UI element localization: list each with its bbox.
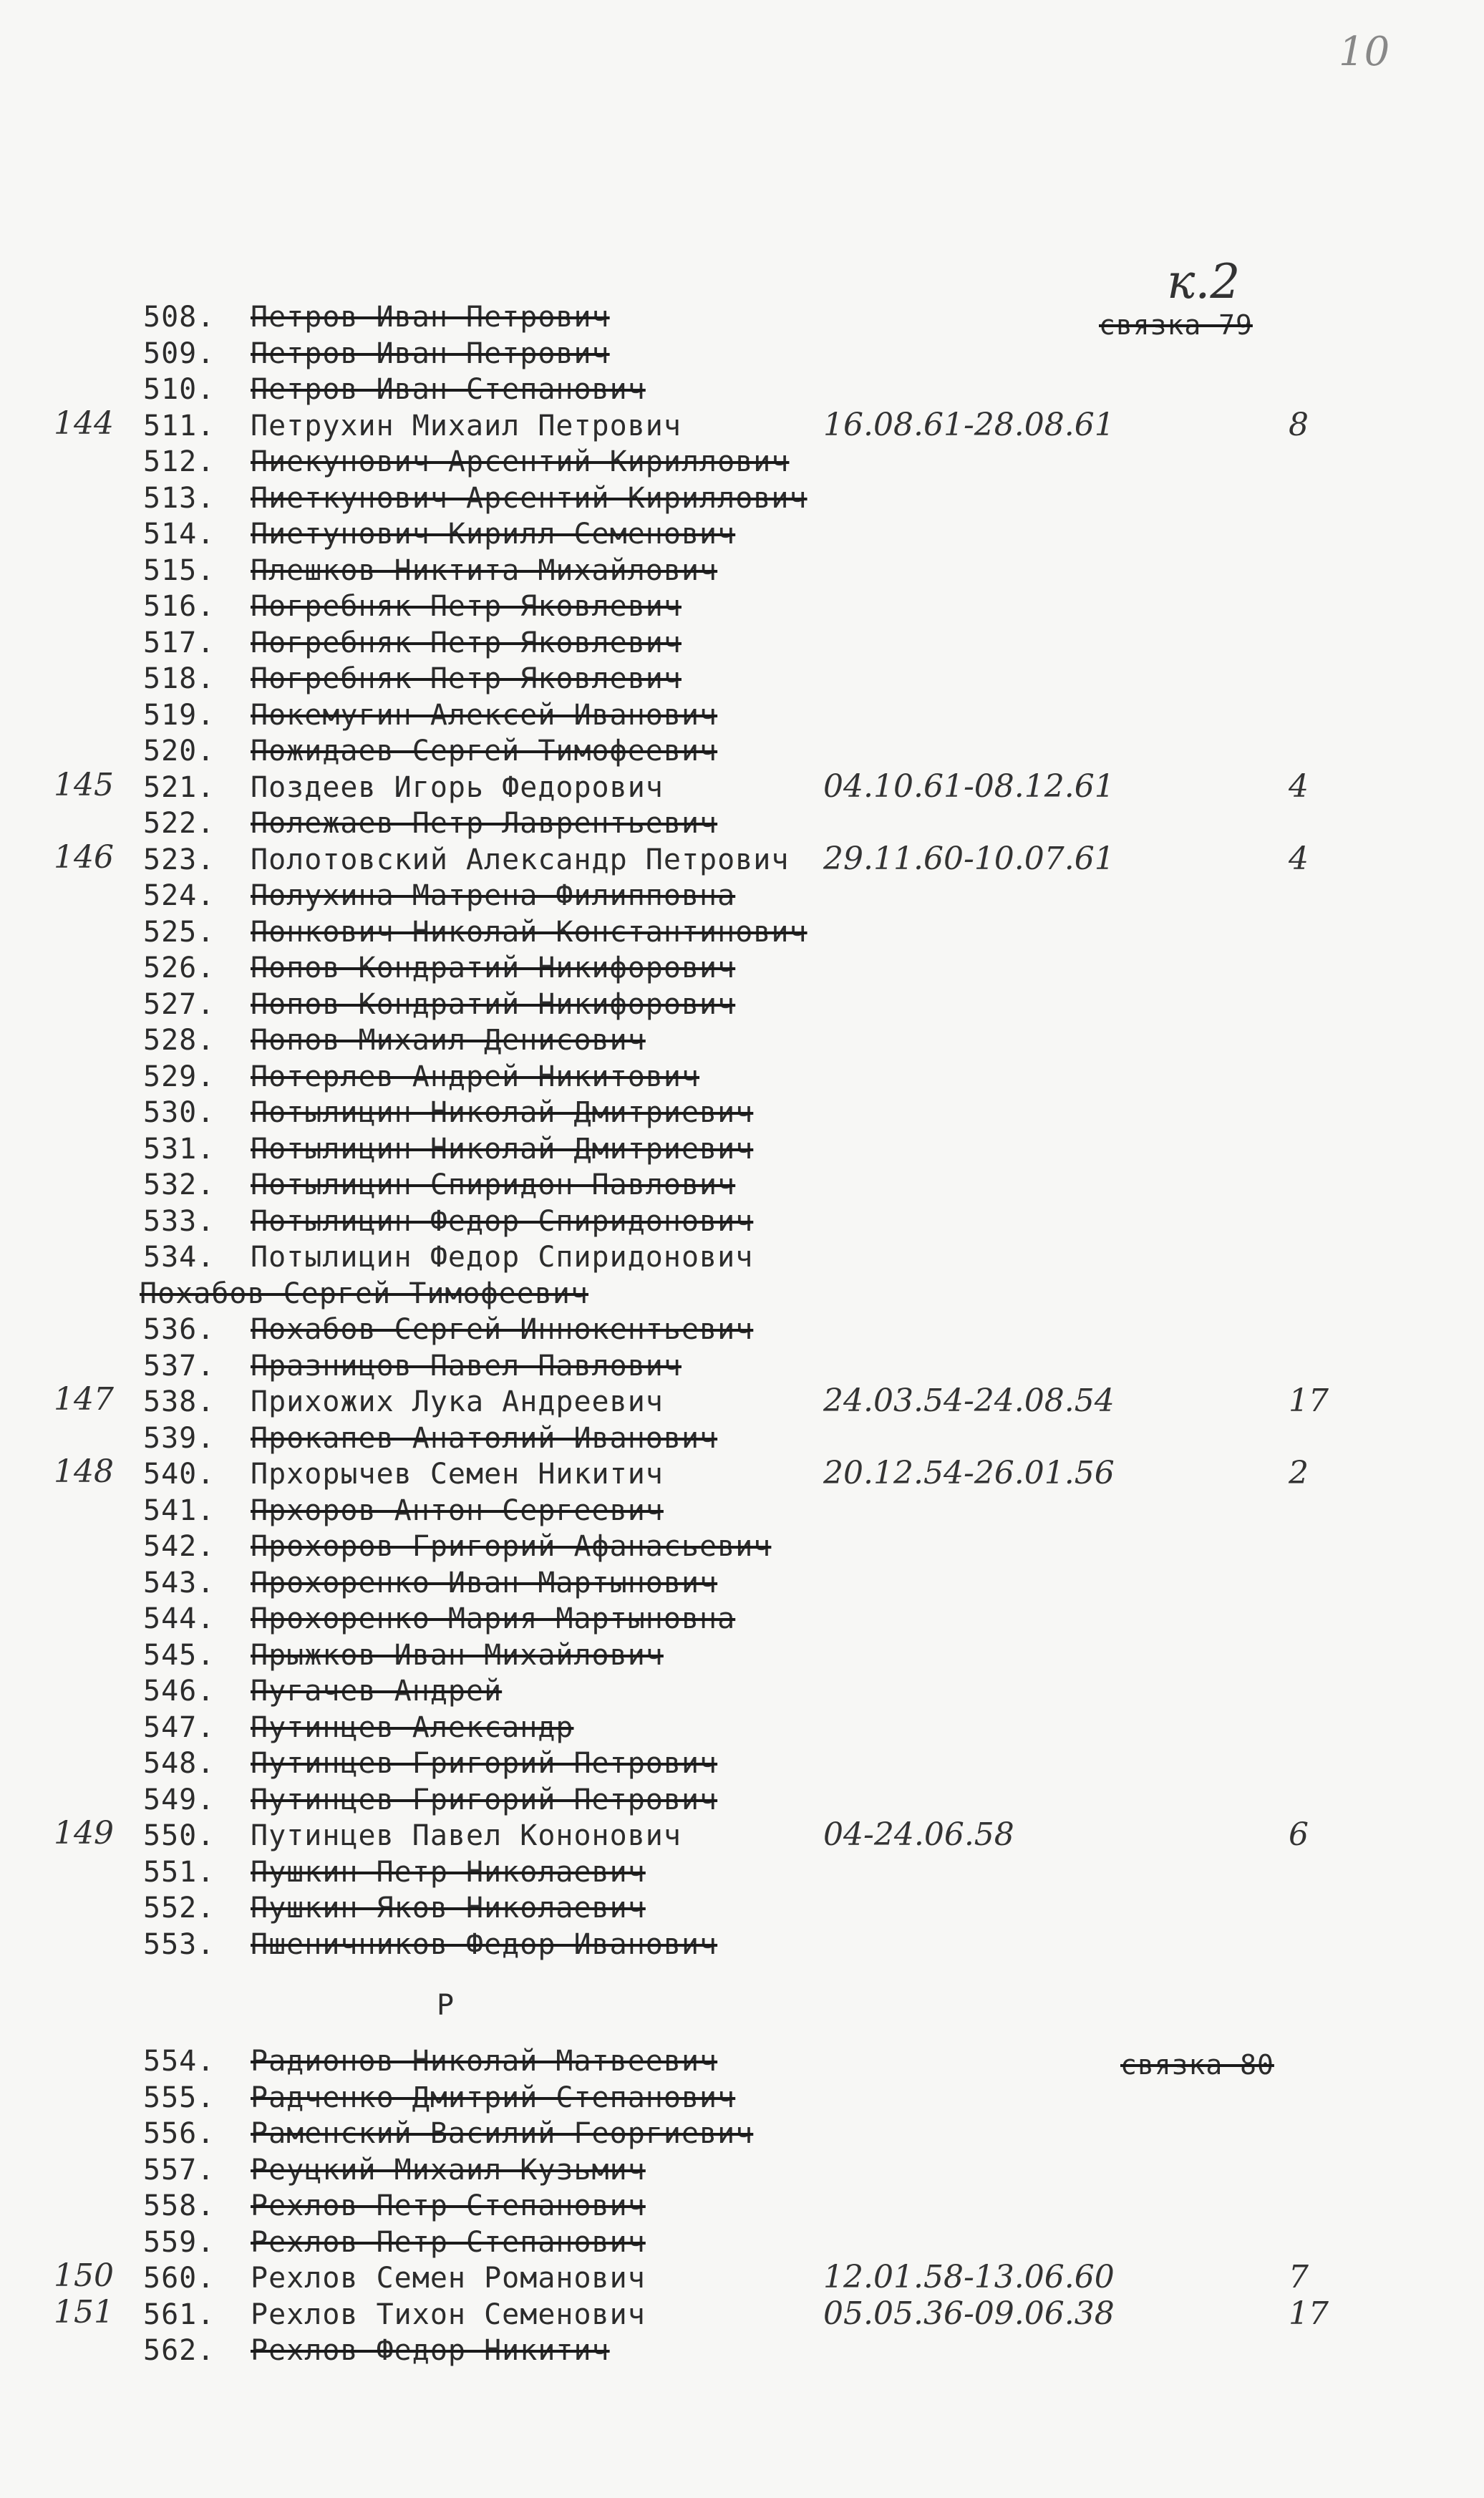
entry-row bbox=[143, 2117, 753, 2150]
entry-name: Радченко Дмитрий Степанович bbox=[251, 2081, 736, 2114]
entry-name: Пушкин Петр Николаевич bbox=[251, 1855, 646, 1889]
entry-row bbox=[143, 410, 682, 442]
entry-number: 516. bbox=[143, 590, 215, 623]
entry-number: 512. bbox=[143, 445, 215, 478]
sheet-count: 6 bbox=[1289, 1816, 1309, 1853]
entry-name: Прхоров Антон Сергеевич bbox=[251, 1494, 664, 1527]
entry-row bbox=[143, 2154, 646, 2187]
entry-number: 543. bbox=[143, 1566, 215, 1599]
bundle-label-80: связка 80 bbox=[1120, 2049, 1274, 2081]
entry-number: 521. bbox=[143, 770, 215, 804]
entry-number: 544. bbox=[143, 1602, 215, 1635]
entry-name: Прихожих Лука Андреевич bbox=[251, 1385, 664, 1418]
entry-name: Потерлев Андрей Никитович bbox=[251, 1060, 700, 1093]
entry-number: 533. bbox=[143, 1204, 215, 1238]
entry-name: Путинцев Александр bbox=[251, 1710, 574, 1744]
entry-number: 522. bbox=[143, 807, 215, 840]
date-range: 16.08.61-28.08.61 bbox=[823, 406, 1115, 443]
entry-row bbox=[143, 2334, 610, 2367]
entry-row bbox=[143, 807, 717, 840]
entry-name: Похабов Сергей Тимофеевич bbox=[140, 1277, 589, 1310]
entry-name: Раменский Василий Георгиевич bbox=[251, 2117, 754, 2150]
entry-number: 524. bbox=[143, 879, 215, 912]
entry-name: Погребняк Петр Яковлевич bbox=[251, 590, 682, 623]
entry-name: Прокапев Анатолий Иванович bbox=[251, 1421, 718, 1455]
entry-number: 556. bbox=[143, 2117, 215, 2150]
entry-name: Попов Кондратий Никифорович bbox=[251, 952, 736, 984]
date-range: 20.12.54-26.01.56 bbox=[823, 1455, 1115, 1491]
entry-name: Погребняк Петр Яковлевич bbox=[251, 662, 682, 695]
entry-name: Потылицин Федор Спиридонович bbox=[251, 1241, 754, 1274]
entry-row bbox=[143, 1205, 753, 1238]
entry-name: Празницов Павел Павлович bbox=[251, 1349, 682, 1383]
entry-name: Прыжков Иван Михайлович bbox=[251, 1638, 664, 1672]
entry-number: 526. bbox=[143, 952, 215, 984]
entry-name: Рехлов Тихон Семенович bbox=[251, 2298, 646, 2331]
entry-name: Рехлов Федор Никитич bbox=[251, 2334, 610, 2367]
entry-row bbox=[143, 952, 735, 984]
entry-row bbox=[143, 1675, 502, 1708]
entry-number: 527. bbox=[143, 987, 215, 1021]
sheet-count: 4 bbox=[1289, 840, 1309, 877]
entry-row bbox=[143, 1567, 717, 1599]
entry-number: 554. bbox=[143, 2045, 215, 2078]
entry-number: 513. bbox=[143, 481, 215, 515]
entry-number: 532. bbox=[143, 1168, 215, 1201]
entry-row bbox=[143, 518, 735, 551]
entry-number: 539. bbox=[143, 1421, 215, 1455]
entry-name: Путинцев Павел Кононович bbox=[251, 1819, 682, 1852]
bundle-label-79: связка 79 bbox=[1099, 309, 1253, 341]
entry-name: Полежаев Петр Лаврентьевич bbox=[251, 807, 718, 840]
entry-number: 549. bbox=[143, 1783, 215, 1816]
entry-number: 541. bbox=[143, 1494, 215, 1527]
entry-row bbox=[143, 1024, 646, 1057]
entry-row bbox=[140, 1277, 588, 1310]
entry-number: 515. bbox=[143, 553, 215, 587]
entry-name: Петров Иван Степанович bbox=[251, 373, 646, 406]
entry-number: 510. bbox=[143, 373, 215, 406]
entry-row bbox=[143, 879, 735, 912]
entry-number: 559. bbox=[143, 2225, 215, 2259]
entry-number: 509. bbox=[143, 337, 215, 370]
entry-number: 545. bbox=[143, 1638, 215, 1672]
case-mark: 147 bbox=[54, 1381, 114, 1418]
entry-row bbox=[143, 554, 717, 587]
entry-number: 557. bbox=[143, 2153, 215, 2187]
case-mark: 149 bbox=[54, 1815, 114, 1851]
entry-number: 523. bbox=[143, 843, 215, 876]
entry-name: Пугачев Андрей bbox=[251, 1675, 503, 1708]
entry-name: Полухина Матрена Филипповна bbox=[251, 879, 736, 912]
entry-number: 542. bbox=[143, 1530, 215, 1563]
entry-number: 536. bbox=[143, 1313, 215, 1346]
entry-number: 520. bbox=[143, 735, 215, 768]
entry-row bbox=[143, 1602, 735, 1635]
entry-name: Потылицин Николай Дмитриевич bbox=[251, 1096, 754, 1129]
corner-page-number: 10 bbox=[1339, 29, 1390, 75]
sheet-count: 4 bbox=[1289, 768, 1309, 805]
entry-name: Путинцев Григорий Петрович bbox=[251, 1783, 718, 1816]
entry-name: Петрухин Михаил Петрович bbox=[251, 409, 682, 442]
entry-number: 562. bbox=[143, 2334, 215, 2367]
entry-name: Пиеткунович Арсентий Кириллович bbox=[251, 481, 808, 515]
entry-name: Реуцкий Михаил Кузьмич bbox=[251, 2153, 646, 2187]
entry-row bbox=[143, 1856, 646, 1889]
entry-name: Пиетунович Кирилл Семенович bbox=[251, 518, 736, 551]
sheet-count: 17 bbox=[1289, 1383, 1329, 1419]
entry-row bbox=[143, 301, 610, 334]
entry-name: Потылицин Николай Дмитриевич bbox=[251, 1132, 754, 1166]
case-mark: 144 bbox=[54, 405, 114, 442]
entry-name: Прохоренко Иван Мартынович bbox=[251, 1566, 718, 1599]
entry-name: Потылицин Спиридон Павлович bbox=[251, 1168, 736, 1201]
entry-number: 517. bbox=[143, 626, 215, 659]
entry-name: Покемугин Алексей Иванович bbox=[251, 698, 718, 732]
entry-row bbox=[143, 2081, 735, 2114]
entry-name: Прохоренко Мария Мартыновна bbox=[251, 1602, 736, 1635]
entry-name: Пожидаев Сергей Тимофеевич bbox=[251, 735, 718, 768]
entry-row bbox=[143, 662, 682, 695]
entry-number: 508. bbox=[143, 301, 215, 334]
entry-row bbox=[143, 1350, 682, 1383]
date-range: 12.01.58-13.06.60 bbox=[823, 2259, 1115, 2295]
entry-row bbox=[143, 1096, 753, 1129]
entry-name: Радионов Николай Матвеевич bbox=[251, 2045, 718, 2078]
entry-name: Рехлов Петр Степанович bbox=[251, 2189, 646, 2222]
sheet-count: 7 bbox=[1289, 2259, 1309, 2295]
entry-name: Попов Кондратий Никифорович bbox=[251, 987, 736, 1021]
entry-number: 561. bbox=[143, 2298, 215, 2331]
entry-row bbox=[143, 1458, 664, 1491]
entry-number: 525. bbox=[143, 915, 215, 949]
entry-number: 540. bbox=[143, 1458, 215, 1491]
entry-number: 548. bbox=[143, 1747, 215, 1780]
entry-row bbox=[143, 1783, 717, 1816]
entry-row bbox=[143, 1530, 771, 1563]
sheet-count: 17 bbox=[1289, 2295, 1329, 2332]
entry-row bbox=[143, 1639, 664, 1672]
entry-row bbox=[143, 916, 808, 949]
entry-name: Рехлов Петр Степанович bbox=[251, 2225, 646, 2259]
case-mark: 146 bbox=[54, 838, 114, 876]
entry-row bbox=[143, 590, 682, 623]
date-range: 29.11.60-10.07.61 bbox=[823, 840, 1115, 877]
entry-row bbox=[143, 1819, 682, 1852]
entry-row bbox=[143, 1385, 664, 1418]
entry-row bbox=[143, 337, 610, 370]
entry-row bbox=[143, 445, 789, 478]
entry-row bbox=[143, 699, 717, 732]
entry-row bbox=[143, 1928, 717, 1961]
entry-row bbox=[143, 771, 664, 804]
entry-number: 546. bbox=[143, 1675, 215, 1708]
entry-name: Пушкин Яков Николаевич bbox=[251, 1892, 646, 1925]
entry-row bbox=[143, 1133, 753, 1166]
entry-row bbox=[143, 2045, 717, 2078]
entry-row bbox=[143, 1168, 735, 1201]
entry-name: Путинцев Григорий Петрович bbox=[251, 1747, 718, 1780]
entry-name: Прхорычев Семен Никитич bbox=[251, 1458, 664, 1491]
entry-name: Понкович Николай Константинович bbox=[251, 915, 808, 949]
entry-row bbox=[143, 1892, 646, 1925]
entry-row bbox=[143, 843, 789, 876]
date-range: 24.03.54-24.08.54 bbox=[823, 1383, 1115, 1419]
date-range: 05.05.36-09.06.38 bbox=[823, 2295, 1115, 2332]
entry-number: 538. bbox=[143, 1385, 215, 1418]
entry-row bbox=[143, 2189, 646, 2222]
entry-name: Погребняк Петр Яковлевич bbox=[251, 626, 682, 659]
entry-name: Похабов Сергей Иннокентьевич bbox=[251, 1313, 754, 1346]
entry-number: 529. bbox=[143, 1060, 215, 1093]
entry-number: 534. bbox=[143, 1241, 215, 1274]
entry-number: 551. bbox=[143, 1855, 215, 1889]
entry-name: Пиекунович Арсентий Кириллович bbox=[251, 445, 790, 478]
entry-row bbox=[143, 482, 808, 515]
entry-row bbox=[143, 988, 735, 1021]
entry-row bbox=[143, 1494, 664, 1527]
entry-name: Пшеничников Федор Иванович bbox=[251, 1927, 718, 1961]
entry-name: Прохоров Григорий Афанасьевич bbox=[251, 1530, 772, 1563]
entry-number: 553. bbox=[143, 1927, 215, 1961]
entry-number: 552. bbox=[143, 1892, 215, 1925]
entry-number: 511. bbox=[143, 409, 215, 442]
entry-row bbox=[143, 1313, 753, 1346]
entry-row bbox=[143, 1422, 717, 1455]
entry-number: 531. bbox=[143, 1132, 215, 1166]
entry-row bbox=[143, 2298, 646, 2331]
entry-number: 555. bbox=[143, 2081, 215, 2114]
case-mark: 145 bbox=[54, 766, 114, 803]
entry-row bbox=[143, 2226, 646, 2259]
entry-number: 550. bbox=[143, 1819, 215, 1852]
box-label: к.2 bbox=[1167, 254, 1241, 309]
entry-name: Полотовский Александр Петрович bbox=[251, 843, 790, 876]
entry-number: 560. bbox=[143, 2262, 215, 2295]
date-range: 04-24.06.58 bbox=[823, 1816, 1014, 1853]
entry-name: Потылицин Федор Спиридонович bbox=[251, 1204, 754, 1238]
entry-row bbox=[143, 2262, 646, 2295]
entry-number: 547. bbox=[143, 1710, 215, 1744]
entry-row bbox=[143, 626, 682, 659]
entry-number: 537. bbox=[143, 1349, 215, 1383]
entry-name: Плешков Никтита Михайлович bbox=[251, 553, 718, 587]
entry-number: 518. bbox=[143, 662, 215, 695]
entry-name: Петров Иван Петрович bbox=[251, 337, 610, 370]
entry-row bbox=[143, 735, 717, 768]
entry-number: 530. bbox=[143, 1096, 215, 1129]
section-letter: Р bbox=[437, 1989, 455, 2022]
entry-row bbox=[143, 1747, 717, 1780]
entry-name: Петров Иван Петрович bbox=[251, 301, 610, 334]
entry-name: Поздеев Игорь Федорович bbox=[251, 770, 664, 804]
case-mark: 150 bbox=[54, 2257, 114, 2294]
date-range: 04.10.61-08.12.61 bbox=[823, 768, 1115, 805]
entry-number: 558. bbox=[143, 2189, 215, 2222]
entry-number: 514. bbox=[143, 518, 215, 551]
entry-name: Попов Михаил Денисович bbox=[251, 1024, 646, 1057]
sheet-count: 8 bbox=[1289, 406, 1309, 443]
entry-row bbox=[143, 1241, 753, 1274]
entry-name: Рехлов Семен Романович bbox=[251, 2262, 646, 2295]
case-mark: 148 bbox=[54, 1453, 114, 1490]
entry-number: 519. bbox=[143, 698, 215, 732]
entry-number: 528. bbox=[143, 1024, 215, 1057]
sheet-count: 2 bbox=[1289, 1455, 1309, 1491]
case-mark: 151 bbox=[54, 2293, 114, 2330]
entry-row bbox=[143, 1060, 699, 1093]
entry-row bbox=[143, 373, 646, 406]
entry-row bbox=[143, 1711, 573, 1744]
